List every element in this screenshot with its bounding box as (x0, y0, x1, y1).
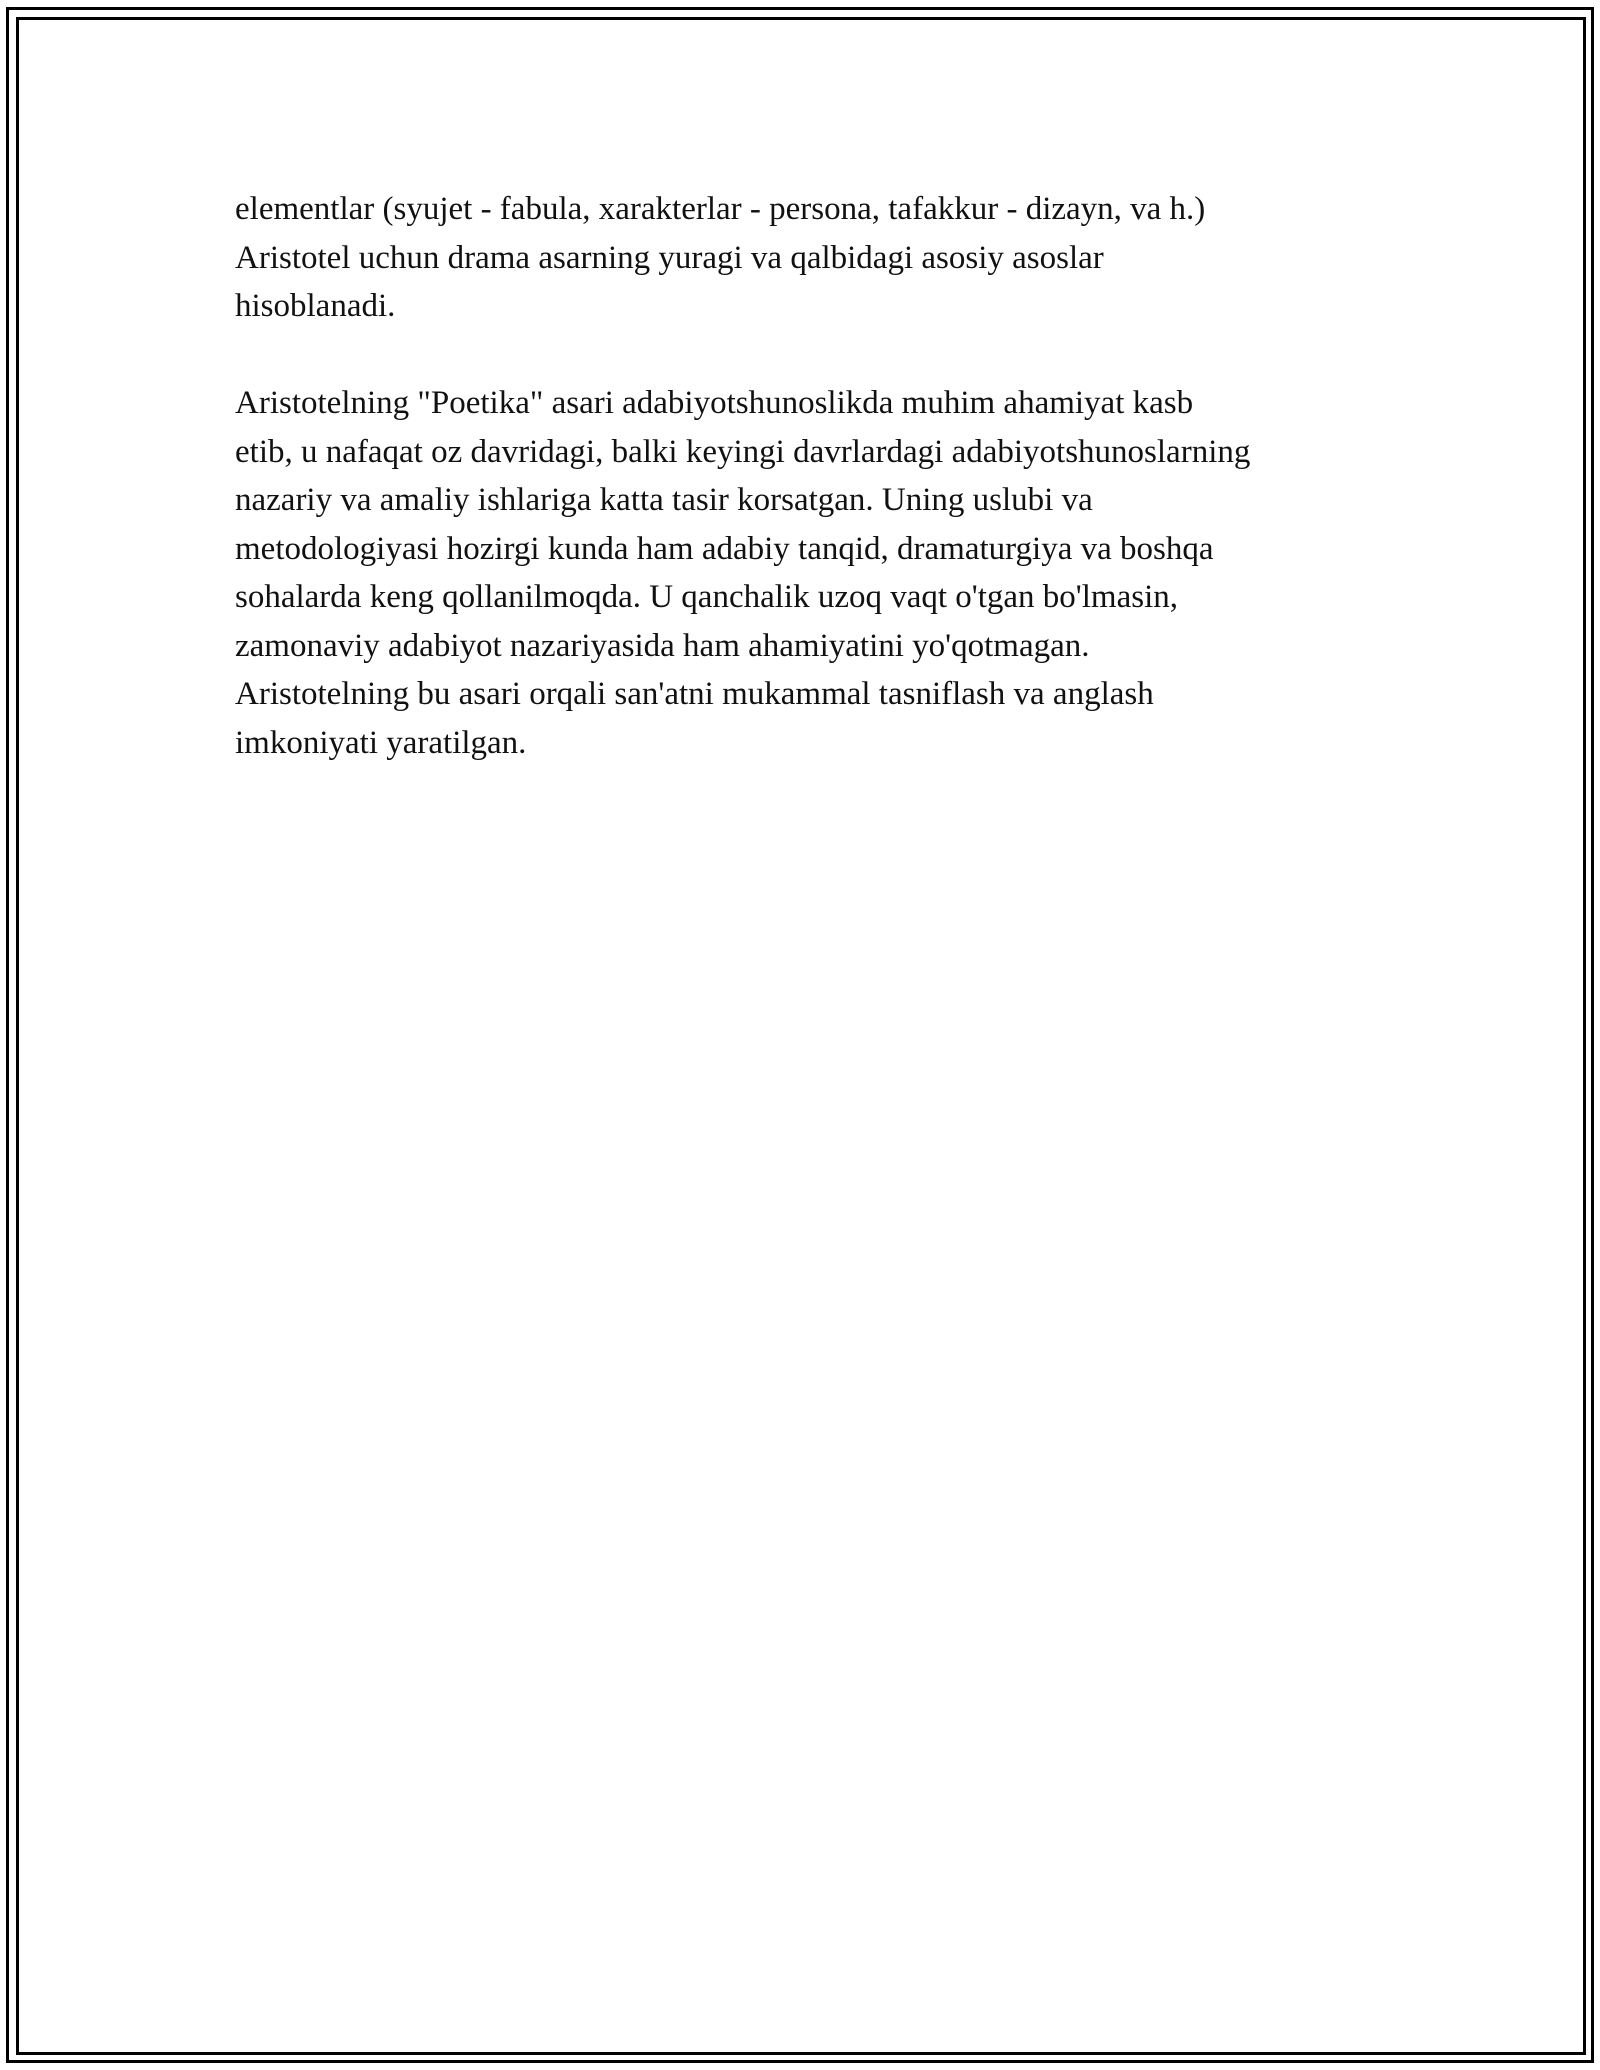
document-body (235, 185, 1375, 767)
paragraph-poetika: Aristotelning "Poetika" asari adabiyotshunoslikda muhim ahamiyat kasb etib, u nafaqat oz davridagi, balki keyingi davrlardagi adabiyotshunoslarning nazariy va amaliy ishlariga katta tasir korsatgan. Uning uslubi va metodologiyasi hozirgi kunda ham adabiy tanqid, dramaturgiya va boshqa sohalarda keng qollanilmoqda. U qanchalik uzoq vaqt o'tgan bo'lmasin, zamonaviy adabiyot nazariyasida ham ahamiyatini yo'qotmagan. Aristotelning bu asari orqali san'atni mukammal tasniflash va anglash imkoniyati yaratilgan. (235, 385, 1251, 761)
paragraph-elements: elementlar (syujet - fabula, xarakterlar - persona, tafakkur - dizayn, va h.) Aristotel uchun drama asarning yuragi va qalbidagi asosiy asoslar hisoblanadi. (235, 191, 1206, 324)
